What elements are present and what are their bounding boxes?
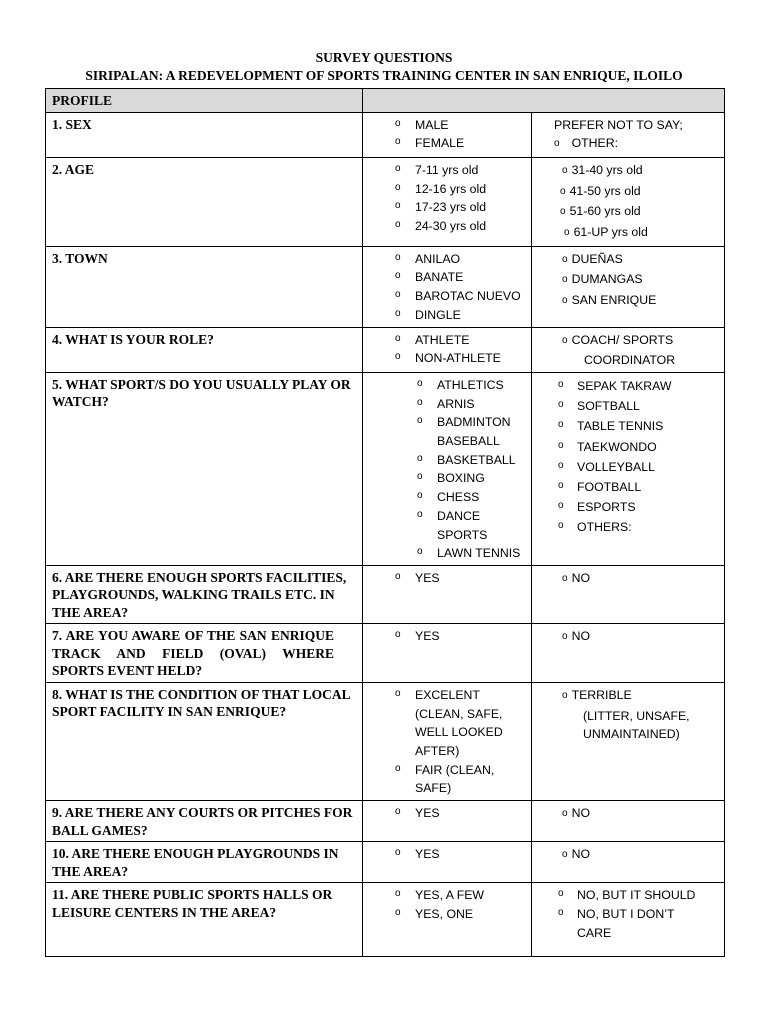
bullet-icon: o bbox=[395, 219, 401, 231]
question-row-courts bbox=[46, 801, 725, 842]
option-prefer-not-to-say[interactable]: PREFER NOT TO SAY; bbox=[554, 117, 683, 132]
bullet-icon: o bbox=[562, 274, 568, 286]
option-town[interactable]: o ANILAO bbox=[369, 250, 525, 269]
bullet-icon: o bbox=[558, 419, 564, 431]
bullet-icon: o bbox=[395, 136, 401, 148]
options-col3 bbox=[532, 327, 725, 372]
option-sport[interactable]: o BADMINTON bbox=[369, 413, 525, 432]
bullet-icon: o bbox=[395, 570, 401, 582]
option-no[interactable]: o NO bbox=[562, 629, 591, 644]
option-no-but-dont-care-continued: CARE bbox=[577, 925, 612, 940]
question-row-sex bbox=[46, 112, 725, 157]
option-terrible-continued: UNMAINTAINED) bbox=[583, 727, 680, 742]
options-col2 bbox=[363, 801, 532, 842]
option-no-but-it-should[interactable]: o NO, BUT IT SHOULD bbox=[538, 886, 718, 905]
bullet-icon: o bbox=[562, 631, 568, 643]
options-col2 bbox=[363, 842, 532, 883]
bullet-icon: o bbox=[395, 117, 401, 129]
question-row-town bbox=[46, 246, 725, 327]
bullet-icon: o bbox=[417, 377, 423, 389]
option-age[interactable]: o 17-23 yrs old bbox=[369, 198, 525, 217]
bullet-icon: o bbox=[558, 399, 564, 411]
bullet-icon: o bbox=[417, 396, 423, 408]
bullet-icon: o bbox=[564, 227, 570, 239]
question-row-oval bbox=[46, 624, 725, 683]
option-no[interactable]: o NO bbox=[562, 570, 591, 585]
option-sport[interactable]: o VOLLEYBALL bbox=[538, 457, 718, 477]
bullet-icon: o bbox=[560, 185, 566, 197]
options-col2 bbox=[363, 157, 532, 246]
question-row-age bbox=[46, 157, 725, 246]
question-town: 3. TOWN bbox=[46, 246, 363, 327]
option-sport[interactable]: o FOOTBALL bbox=[538, 477, 718, 497]
option-town[interactable]: o SAN ENRIQUE bbox=[562, 293, 657, 308]
bullet-icon: o bbox=[562, 689, 568, 701]
profile-header-row bbox=[46, 89, 725, 113]
option-age[interactable]: o 7-11 yrs old bbox=[369, 161, 525, 180]
option-age[interactable]: o 41-50 yrs old bbox=[560, 183, 641, 198]
option-sport[interactable]: o SOFTBALL bbox=[538, 396, 718, 416]
bullet-icon: o bbox=[395, 307, 401, 319]
options-col3 bbox=[532, 246, 725, 327]
option-town[interactable]: o DUEÑAS bbox=[562, 251, 623, 266]
bullet-icon: o bbox=[395, 687, 401, 699]
question-row-playgrounds bbox=[46, 842, 725, 883]
bullet-icon: o bbox=[395, 332, 401, 344]
bullet-icon: o bbox=[395, 181, 401, 193]
option-yes[interactable]: o YES bbox=[369, 569, 525, 588]
option-sport[interactable]: o LAWN TENNIS bbox=[369, 544, 525, 563]
options-col2 bbox=[363, 565, 532, 624]
option-age[interactable]: o 24-30 yrs old bbox=[369, 217, 525, 236]
option-coach-continued: COORDINATOR bbox=[584, 353, 676, 368]
options-col3 bbox=[532, 372, 725, 565]
bullet-icon: o bbox=[417, 415, 423, 427]
question-courts: 9. ARE THERE ANY COURTS OR PITCHES FOR BALL GAMES? bbox=[46, 801, 363, 842]
bullet-icon: o bbox=[417, 546, 423, 558]
options-col3 bbox=[532, 682, 725, 800]
bullet-icon: o bbox=[395, 806, 401, 818]
options-col2 bbox=[363, 883, 532, 957]
question-playgrounds: 10. ARE THERE ENOUGH PLAYGROUNDS IN THE AREA? bbox=[46, 842, 363, 883]
option-sport[interactable]: o SEPAK TAKRAW bbox=[538, 376, 718, 396]
question-row-condition bbox=[46, 682, 725, 800]
options-col3 bbox=[532, 883, 725, 957]
bullet-icon: o bbox=[395, 200, 401, 212]
question-oval: 7. ARE YOU AWARE OF THE SAN ENRIQUE TRACK AND FIELD (OVAL) WHERE SPORTS EVENT HELD? bbox=[46, 624, 363, 683]
bullet-icon: o bbox=[562, 295, 568, 307]
bullet-icon: o bbox=[562, 808, 568, 820]
option-sport[interactable]: o ESPORTS bbox=[538, 497, 718, 517]
question-row-sports bbox=[46, 372, 725, 565]
option-town[interactable]: o DINGLE bbox=[369, 306, 525, 325]
question-sports: 5. WHAT SPORT/S DO YOU USUALLY PLAY OR WATCH? bbox=[46, 372, 363, 565]
profile-header: PROFILE bbox=[46, 89, 363, 113]
option-sport[interactable]: o BASKETBALL bbox=[369, 451, 525, 470]
option-sport[interactable]: o ATHLETICS bbox=[369, 376, 525, 395]
option-sport[interactable]: o OTHERS: bbox=[538, 517, 718, 537]
option-no[interactable]: o NO bbox=[562, 847, 591, 862]
option-excelent-continued: WELL LOOKED bbox=[415, 725, 503, 740]
bullet-icon: o bbox=[558, 439, 564, 451]
option-yes-a-few[interactable]: o YES, A FEW bbox=[369, 886, 525, 905]
bullet-icon: o bbox=[417, 471, 423, 483]
option-fair[interactable]: o FAIR (CLEAN, bbox=[369, 761, 525, 780]
options-col2 bbox=[363, 682, 532, 800]
survey-table bbox=[45, 88, 725, 957]
bullet-icon: o bbox=[417, 508, 423, 520]
bullet-icon: o bbox=[558, 520, 564, 532]
option-town[interactable]: o DUMANGAS bbox=[562, 272, 643, 287]
profile-header-blank bbox=[363, 89, 725, 113]
bullet-icon: o bbox=[417, 452, 423, 464]
option-excelent-continued: AFTER) bbox=[415, 744, 460, 759]
question-row-role bbox=[46, 327, 725, 372]
options-col3 bbox=[532, 112, 725, 157]
bullet-icon: o bbox=[558, 500, 564, 512]
option-no-but-dont-care[interactable]: o NO, BUT I DON’T bbox=[538, 905, 718, 924]
option-town[interactable]: o BANATE bbox=[369, 268, 525, 287]
question-row-facilities bbox=[46, 565, 725, 624]
option-terrible-continued: (LITTER, UNSAFE, bbox=[583, 708, 690, 723]
option-fair-continued: SAFE) bbox=[415, 781, 452, 796]
option-sport[interactable]: o CHESS bbox=[369, 488, 525, 507]
bullet-icon: o bbox=[562, 849, 568, 861]
options-col2 bbox=[363, 112, 532, 157]
options-col3 bbox=[532, 842, 725, 883]
option-yes[interactable]: o YES bbox=[369, 804, 525, 823]
bullet-icon: o bbox=[395, 847, 401, 859]
options-col3 bbox=[532, 565, 725, 624]
bullet-icon: o bbox=[395, 762, 401, 774]
bullet-icon: o bbox=[395, 289, 401, 301]
options-col2 bbox=[363, 624, 532, 683]
option-no[interactable]: o NO bbox=[562, 806, 591, 821]
question-row-halls bbox=[46, 883, 725, 957]
bullet-icon: o bbox=[417, 490, 423, 502]
bullet-icon: o bbox=[395, 351, 401, 363]
bullet-icon: o bbox=[562, 253, 568, 265]
option-age[interactable]: o 61-UP yrs old bbox=[564, 225, 648, 240]
question-halls: 11. ARE THERE PUBLIC SPORTS HALLS OR LEISURE CENTERS IN THE AREA? bbox=[46, 883, 363, 957]
bullet-icon: o bbox=[558, 479, 564, 491]
option-excelent-continued: (CLEAN, SAFE, bbox=[415, 706, 503, 721]
option-sport[interactable]: o DANCE SPORTS bbox=[369, 507, 525, 544]
bullet-icon: o bbox=[395, 270, 401, 282]
bullet-icon: o bbox=[395, 629, 401, 641]
option-terrible[interactable]: o TERRIBLE bbox=[562, 687, 632, 702]
option-sport[interactable]: o TAEKWONDO bbox=[538, 437, 718, 457]
option-age[interactable]: o 31-40 yrs old bbox=[562, 162, 643, 177]
bullet-icon: o bbox=[558, 378, 564, 390]
bullet-icon: o bbox=[562, 164, 568, 176]
bullet-icon: o bbox=[558, 906, 564, 918]
options-col3 bbox=[532, 801, 725, 842]
options-col2 bbox=[363, 246, 532, 327]
option-sport[interactable]: o ARNIS bbox=[369, 395, 525, 414]
option-other[interactable]: o OTHER: bbox=[554, 136, 619, 151]
bullet-icon: o bbox=[395, 888, 401, 900]
question-sex: 1. SEX bbox=[46, 112, 363, 157]
question-facilities: 6. ARE THERE ENOUGH SPORTS FACILITIES, PLAYGROUNDS, WALKING TRAILS ETC. IN THE AREA? bbox=[46, 565, 363, 624]
option-age[interactable]: o 12-16 yrs old bbox=[369, 180, 525, 199]
option-sport[interactable]: o TABLE TENNIS bbox=[538, 416, 718, 436]
option-female[interactable]: o FEMALE bbox=[369, 134, 525, 153]
option-male[interactable]: o MALE bbox=[369, 116, 525, 135]
bullet-icon: o bbox=[560, 206, 566, 218]
option-yes[interactable]: o YES bbox=[369, 845, 525, 864]
question-condition: 8. WHAT IS THE CONDITION OF THAT LOCAL SPORT FACILITY IN SAN ENRIQUE? bbox=[46, 682, 363, 800]
option-age[interactable]: o 51-60 yrs old bbox=[560, 204, 641, 219]
options-col3 bbox=[532, 157, 725, 246]
option-non-athlete[interactable]: o NON-ATHLETE bbox=[369, 349, 525, 368]
survey-title: SURVEY QUESTIONS bbox=[315, 50, 453, 65]
bullet-icon: o bbox=[562, 572, 568, 584]
bullet-icon: o bbox=[554, 138, 560, 150]
option-sport-continued: BASEBALL bbox=[437, 434, 500, 449]
bullet-icon: o bbox=[558, 888, 564, 900]
options-col2 bbox=[363, 372, 532, 565]
question-age: 2. AGE bbox=[46, 157, 363, 246]
option-town[interactable]: o BAROTAC NUEVO bbox=[369, 287, 525, 306]
options-col2 bbox=[363, 327, 532, 372]
option-excelent[interactable]: o EXCELENT bbox=[369, 686, 525, 705]
question-role: 4. WHAT IS YOUR ROLE? bbox=[46, 327, 363, 372]
option-coach[interactable]: o COACH/ SPORTS bbox=[562, 332, 674, 347]
bullet-icon: o bbox=[395, 906, 401, 918]
bullet-icon: o bbox=[395, 251, 401, 263]
survey-subtitle: SIRIPALAN: A REDEVELOPMENT OF SPORTS TRAINING CENTER IN SAN ENRIQUE, ILOILO bbox=[85, 68, 683, 83]
option-athlete[interactable]: o ATHLETE bbox=[369, 331, 525, 350]
options-col3 bbox=[532, 624, 725, 683]
option-yes[interactable]: o YES bbox=[369, 627, 525, 646]
option-sport[interactable]: o BOXING bbox=[369, 469, 525, 488]
bullet-icon: o bbox=[558, 459, 564, 471]
bullet-icon: o bbox=[395, 162, 401, 174]
option-yes-one[interactable]: o YES, ONE bbox=[369, 905, 525, 924]
bullet-icon: o bbox=[562, 334, 568, 346]
